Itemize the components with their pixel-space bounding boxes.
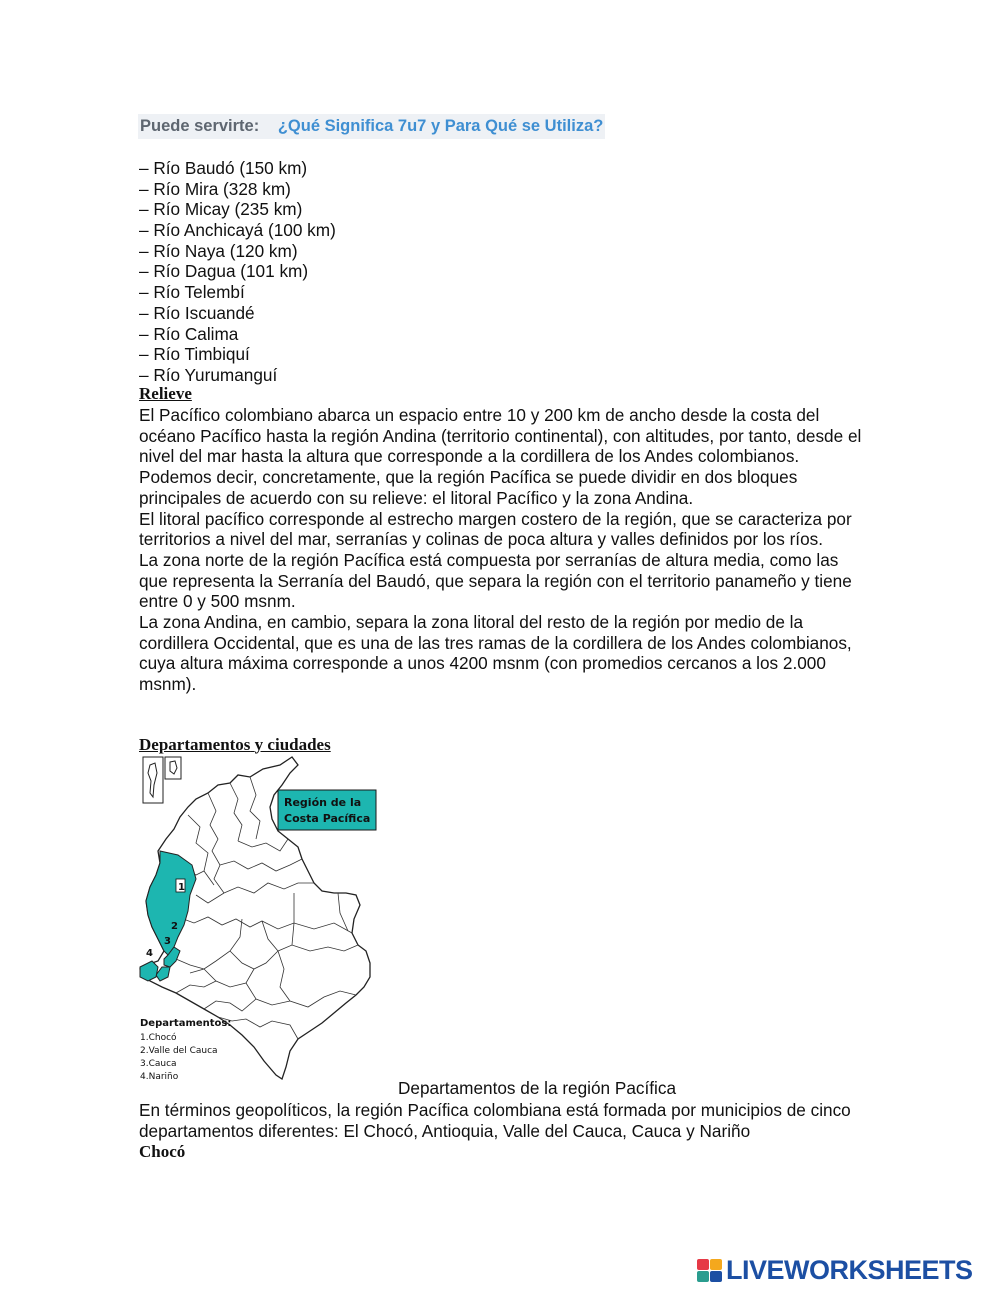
region-title-line2: Costa Pacífica: [284, 812, 371, 825]
paragraph: La zona norte de la región Pacífica está compuesta por serranías de altura media, como las que representa la Serranía del Baudó, que separa la región con el territorio panameño y tiene entre 0 y 500 msnm.: [139, 549, 852, 612]
marker-narino: 4: [146, 948, 153, 959]
heading-part: y ciudades: [254, 735, 331, 754]
choco-heading: Chocó: [139, 1142, 186, 1161]
map-caption: Departamentos de la región Pacífica: [398, 1078, 677, 1098]
relieve-text: [139, 405, 864, 695]
paragraph: Podemos decir, concretamente, que la región Pacífica se puede dividir en dos bloques principales de acuerdo con su relieve: el litoral Pacífico y la zona Andina.: [139, 467, 798, 508]
paragraph: El Pacífico colombiano abarca un espacio entre 10 y 200 km de ancho desde la costa del océano Pacífico hasta la región Andina (territorio continental), con altitudes, por tanto, desde el nivel del mar hasta la altura que corresponde a la cordillera de los Andes colombianos.: [139, 405, 862, 467]
logo-tile: [710, 1259, 722, 1270]
list-item: – Río Calima: [139, 323, 239, 344]
heading-part: Departamentos: [139, 735, 251, 754]
legend-item: 1.Chocó: [140, 1033, 177, 1043]
departamentos-heading: [139, 735, 331, 755]
legend-title: Departamentos:: [140, 1018, 232, 1029]
logo-text: LIVEWORKSHEETS: [726, 1254, 973, 1285]
related-article-link[interactable]: ¿Qué Significa 7u7 y Para Qué se Utiliza?: [277, 117, 604, 135]
list-item: – Río Anchicayá (100 km): [139, 220, 336, 241]
list-item: – Río Naya (120 km): [139, 240, 298, 261]
colombia-pacific-map: [138, 755, 393, 1080]
list-item: – Río Yurumanguí: [139, 364, 278, 385]
geopolitical-text: [139, 1100, 864, 1141]
list-item: – Río Telembí: [139, 282, 245, 303]
map-svg: [138, 755, 393, 1080]
list-item: – Río Mira (328 km): [139, 178, 291, 199]
paragraph: El litoral pacífico corresponde al estrecho margen costero de la región, que se caracteriza por territorios a nivel del mar, serranías y colinas de poca altura y valles definidos por los ríos.: [139, 508, 852, 550]
logo-tile: [697, 1259, 709, 1270]
list-item: – Río Baudó (150 km): [139, 158, 308, 178]
related-label: Puede servirte:: [140, 117, 260, 135]
logo-tile: [710, 1271, 722, 1282]
paragraph: En términos geopolíticos, la región Pacífica colombiana está formada por municipios de cinco departamentos diferentes: El Chocó, Antioquia, Valle del Cauca, Cauca y Nariño: [139, 1100, 851, 1141]
paragraph: La zona Andina, en cambio, separa la zona litoral del resto de la región por medio de la cordillera Occidental, que es una de las tres ramas de la cordillera de los Andes colombianos, cuya altura máxima corresponde a unos 4200 msnm (con promedios cercanos a los 2.000 msnm).: [139, 612, 852, 695]
list-item: – Río Micay (235 km): [139, 199, 303, 220]
logo-tiles-icon: [697, 1259, 722, 1282]
rivers-list: [139, 158, 336, 386]
list-item: – Río Iscuandé: [139, 302, 255, 323]
list-item: – Río Timbiquí: [139, 344, 250, 365]
legend-item: 3.Cauca: [140, 1059, 177, 1069]
legend-item: 2.Valle del Cauca: [140, 1046, 218, 1056]
logo-tile: [697, 1271, 709, 1282]
marker-cauca: 3: [164, 936, 171, 947]
marker-valle: 2: [171, 921, 178, 932]
list-item: – Río Dagua (101 km): [139, 261, 309, 282]
liveworksheets-logo[interactable]: [697, 1254, 973, 1286]
legend-item: 4.Nariño: [140, 1072, 179, 1080]
region-title-line1: Región de la: [284, 796, 362, 809]
related-article-banner: [138, 114, 605, 139]
marker-choco: 1: [178, 882, 185, 893]
relieve-heading: Relieve: [139, 384, 192, 403]
